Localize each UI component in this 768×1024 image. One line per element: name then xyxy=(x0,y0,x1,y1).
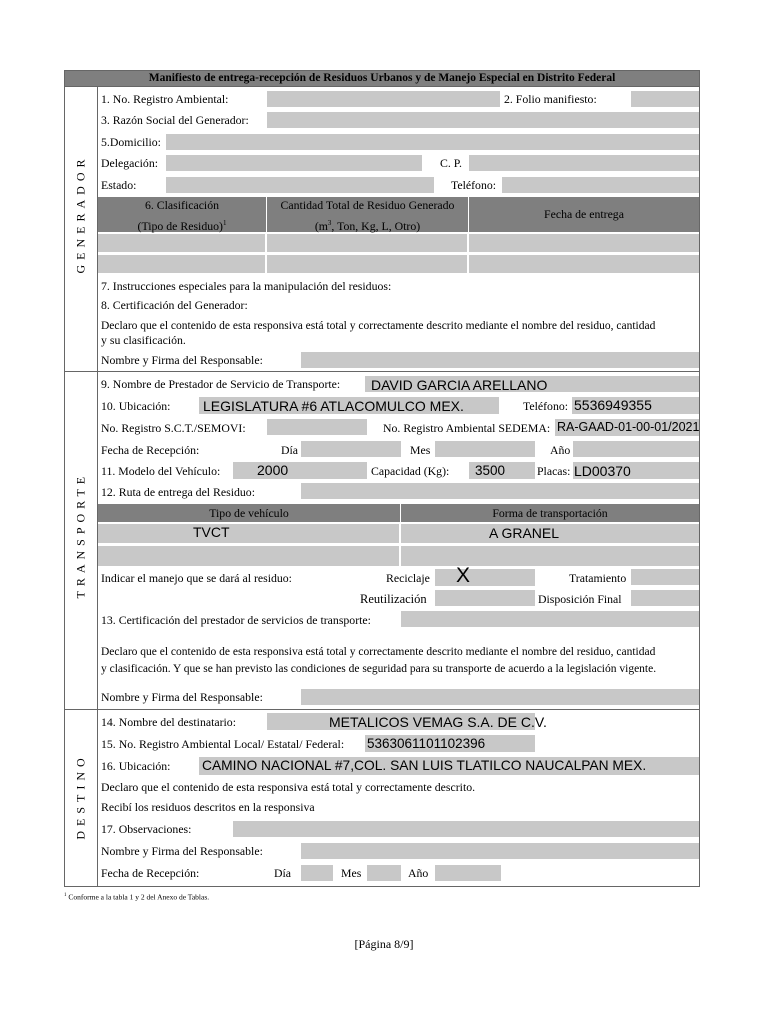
disposicion-field[interactable] xyxy=(631,590,699,606)
trans-mes-field[interactable] xyxy=(435,441,535,457)
dest-anio-label: Año xyxy=(408,866,429,880)
forma-transportacion-row1[interactable] xyxy=(401,524,699,543)
dest-mes-field[interactable] xyxy=(367,865,401,881)
capacidad-label: Capacidad (Kg): xyxy=(371,464,450,478)
tratamiento-label: Tratamiento xyxy=(569,571,627,585)
trans-dia-field[interactable] xyxy=(301,441,401,457)
modelo-value: 2000 xyxy=(257,462,289,478)
telefono-field[interactable] xyxy=(502,177,699,193)
telefono-label: Teléfono: xyxy=(451,178,497,192)
prestador-field[interactable] xyxy=(365,376,699,392)
folio-field[interactable] xyxy=(631,91,699,107)
prestador-label: 9. Nombre de Prestador de Servicio de Transporte: xyxy=(101,377,341,391)
destinatario-label: 14. Nombre del destinatario: xyxy=(101,715,236,729)
col-clasificacion-line2: (Tipo de Residuo)$^1$ xyxy=(137,218,227,233)
forma-transportacion-row2[interactable] xyxy=(401,546,699,566)
ruta-field[interactable] xyxy=(301,483,699,499)
trans-anio-label: Año xyxy=(550,443,571,457)
dest-firma-label: Nombre y Firma del Responsable: xyxy=(101,844,263,858)
gen-firma-label: Nombre y Firma del Responsable: xyxy=(101,353,263,367)
delegacion-label: Delegación: xyxy=(101,156,158,170)
dest-mes-label: Mes xyxy=(341,866,362,880)
dest-ubicacion-label: 16. Ubicación: xyxy=(101,759,171,773)
trans-ubicacion-field[interactable] xyxy=(199,397,499,414)
reciclaje-label: Reciclaje xyxy=(386,571,430,585)
capacidad-field[interactable] xyxy=(469,462,535,479)
placas-value: LD00370 xyxy=(574,463,631,479)
modelo-label: 11. Modelo del Vehículo: xyxy=(101,464,221,478)
trans-firma-field[interactable] xyxy=(301,689,699,705)
reciclaje-field[interactable] xyxy=(435,564,535,587)
ruta-label: 12. Ruta de entrega del Residuo: xyxy=(101,485,255,499)
gen-row2-fecha[interactable] xyxy=(469,255,699,273)
col-clasificacion-line1: 6. Clasificación xyxy=(144,198,220,212)
observaciones-field[interactable] xyxy=(233,821,699,837)
cp-label: C. P. xyxy=(440,156,462,170)
reutilizacion-field[interactable] xyxy=(435,590,535,606)
razon-social-label: 3. Razón Social del Generador: xyxy=(101,113,249,127)
col-cantidad-line1: Cantidad Total de Residuo Generado xyxy=(280,198,455,212)
col-fecha-entrega: Fecha de entrega xyxy=(544,207,624,221)
col-forma-transportacion: Forma de transportación xyxy=(492,506,608,520)
dest-ubicacion-value: CAMINO NACIONAL #7,COL. SAN LUIS TLATILCO NAUCALPAN MEX. xyxy=(202,758,647,773)
section-label-generador: GENERADOR xyxy=(73,154,88,274)
trans-ubicacion-label: 10. Ubicación: xyxy=(101,399,171,413)
dest-dia-field[interactable] xyxy=(301,865,333,881)
cert-transporte-label: 13. Certificación del prestador de servicios de transporte: xyxy=(101,613,371,627)
reutilizacion-label: Reutilización xyxy=(360,592,427,606)
gen-declaro-line1: Declaro que el contenido de esta responsiva está total y correctamente descrito mediante el nombre del residuo, cantidad xyxy=(101,320,656,332)
dest-ubicacion-field[interactable] xyxy=(199,757,699,775)
dest-registro-value: 5363061101102396 xyxy=(367,736,486,751)
trans-telefono-label: Teléfono: xyxy=(523,399,569,413)
dest-anio-field[interactable] xyxy=(435,865,501,881)
reciclaje-mark: X xyxy=(456,564,471,587)
trans-ubicacion-value: LEGISLATURA #6 ATLACOMULCO MEX. xyxy=(203,398,464,414)
title-separator xyxy=(65,86,699,87)
placas-label: Placas: xyxy=(537,464,571,478)
registro-ambiental-field[interactable] xyxy=(267,91,500,107)
dest-firma-field[interactable] xyxy=(301,843,699,859)
trans-telefono-field[interactable] xyxy=(572,397,699,414)
dest-dia-label: Día xyxy=(274,866,292,880)
destinatario-value: METALICOS VEMAG S.A. DE C.V. xyxy=(329,714,547,730)
form-title: Manifiesto de entrega-recepción de Residuos Urbanos y de Manejo Especial en Distrito Federal xyxy=(148,72,616,84)
delegacion-field[interactable] xyxy=(166,155,422,171)
trans-declaro-line1: Declaro que el contenido de esta responsiva está total y correctamente descrito mediante el nombre del residuo, cantidad xyxy=(101,646,656,658)
trans-telefono-value: 5536949355 xyxy=(574,397,652,413)
estado-label: Estado: xyxy=(101,178,137,192)
sct-label: No. Registro S.C.T./SEMOVI: xyxy=(101,421,246,435)
gen-row2-clasificacion[interactable] xyxy=(98,255,265,273)
trans-dia-label: Día xyxy=(281,443,299,457)
footnote: $^1$ Conforme a la tabla 1 y 2 del Anexo de Tablas. xyxy=(64,892,210,902)
folio-label: 2. Folio manifiesto: xyxy=(504,92,597,106)
domicilio-field[interactable] xyxy=(166,134,699,150)
manifest-form xyxy=(64,70,700,887)
dest-declaro: Declaro que el contenido de esta responsiva está total y correctamente descrito. xyxy=(101,780,476,794)
modelo-field[interactable] xyxy=(233,462,367,479)
trans-declaro-line2: y clasificación. Y que se han previsto las condiciones de seguridad para su transporte de acuerdo a la legislación vigente. xyxy=(101,663,657,675)
manejo-label: Indicar el manejo que se dará al residuo: xyxy=(101,571,292,585)
gen-row1-cantidad[interactable] xyxy=(267,234,467,252)
disposicion-label: Disposición Final xyxy=(538,592,622,606)
razon-social-field[interactable] xyxy=(267,112,699,128)
section-label-destino: DESTINO xyxy=(73,753,88,840)
capacidad-value: 3500 xyxy=(475,463,506,478)
page-number: [Página 8/9] xyxy=(354,937,414,951)
dest-registro-label: 15. No. Registro Ambiental Local/ Estatal/ Federal: xyxy=(101,737,345,751)
trans-mes-label: Mes xyxy=(410,443,431,457)
observaciones-label: 17. Observaciones: xyxy=(101,822,192,836)
cert-transporte-field[interactable] xyxy=(401,611,699,627)
tipo-vehiculo-value: TVCT xyxy=(193,524,230,540)
destinatario-field[interactable] xyxy=(267,713,547,730)
generador-separator xyxy=(65,371,699,372)
gen-row1-fecha[interactable] xyxy=(469,234,699,252)
section-label-transporte: TRANSPORTE xyxy=(73,471,88,599)
prestador-value: DAVID GARCIA ARELLANO xyxy=(371,377,548,393)
dest-recibi: Recibí los residuos descritos en la responsiva xyxy=(101,800,315,814)
dest-registro-field[interactable] xyxy=(365,735,535,752)
trans-anio-field[interactable] xyxy=(573,441,699,457)
domicilio-label: 5.Domicilio: xyxy=(101,135,161,149)
gen-row1-clasificacion[interactable] xyxy=(98,234,265,252)
trans-firma-label: Nombre y Firma del Responsable: xyxy=(101,690,263,704)
gen-firma-field[interactable] xyxy=(301,352,699,368)
registro-ambiental-label: 1. No. Registro Ambiental: xyxy=(101,92,229,106)
transporte-separator xyxy=(65,709,699,710)
sct-field[interactable] xyxy=(267,419,367,435)
tipo-vehiculo-row2[interactable] xyxy=(98,546,399,566)
sedema-label: No. Registro Ambiental SEDEMA: xyxy=(383,421,551,435)
sedema-field[interactable] xyxy=(555,419,699,436)
sedema-value: RA-GAAD-01-00-01/2021 xyxy=(557,420,700,434)
trans-fecha-label: Fecha de Recepción: xyxy=(101,443,200,457)
gen-row2-cantidad[interactable] xyxy=(267,255,467,273)
tratamiento-field[interactable] xyxy=(631,569,699,585)
instrucciones-label: 7. Instrucciones especiales para la manipulación del residuos: xyxy=(101,279,392,293)
tipo-vehiculo-row1[interactable] xyxy=(98,524,399,543)
forma-transportacion-value: A GRANEL xyxy=(489,525,560,541)
gen-declaro-line2: y su clasificación. xyxy=(101,333,186,347)
estado-field[interactable] xyxy=(166,177,434,193)
cp-field[interactable] xyxy=(469,155,699,171)
col-tipo-vehiculo: Tipo de vehículo xyxy=(209,506,289,520)
col-cantidad-line2: ($m^3$, Ton, Kg, L, Otro) xyxy=(314,218,421,233)
placas-field[interactable] xyxy=(573,462,699,479)
dest-fecha-label: Fecha de Recepción: xyxy=(101,866,200,880)
certificacion-generador-label: 8. Certificación del Generador: xyxy=(101,298,248,312)
